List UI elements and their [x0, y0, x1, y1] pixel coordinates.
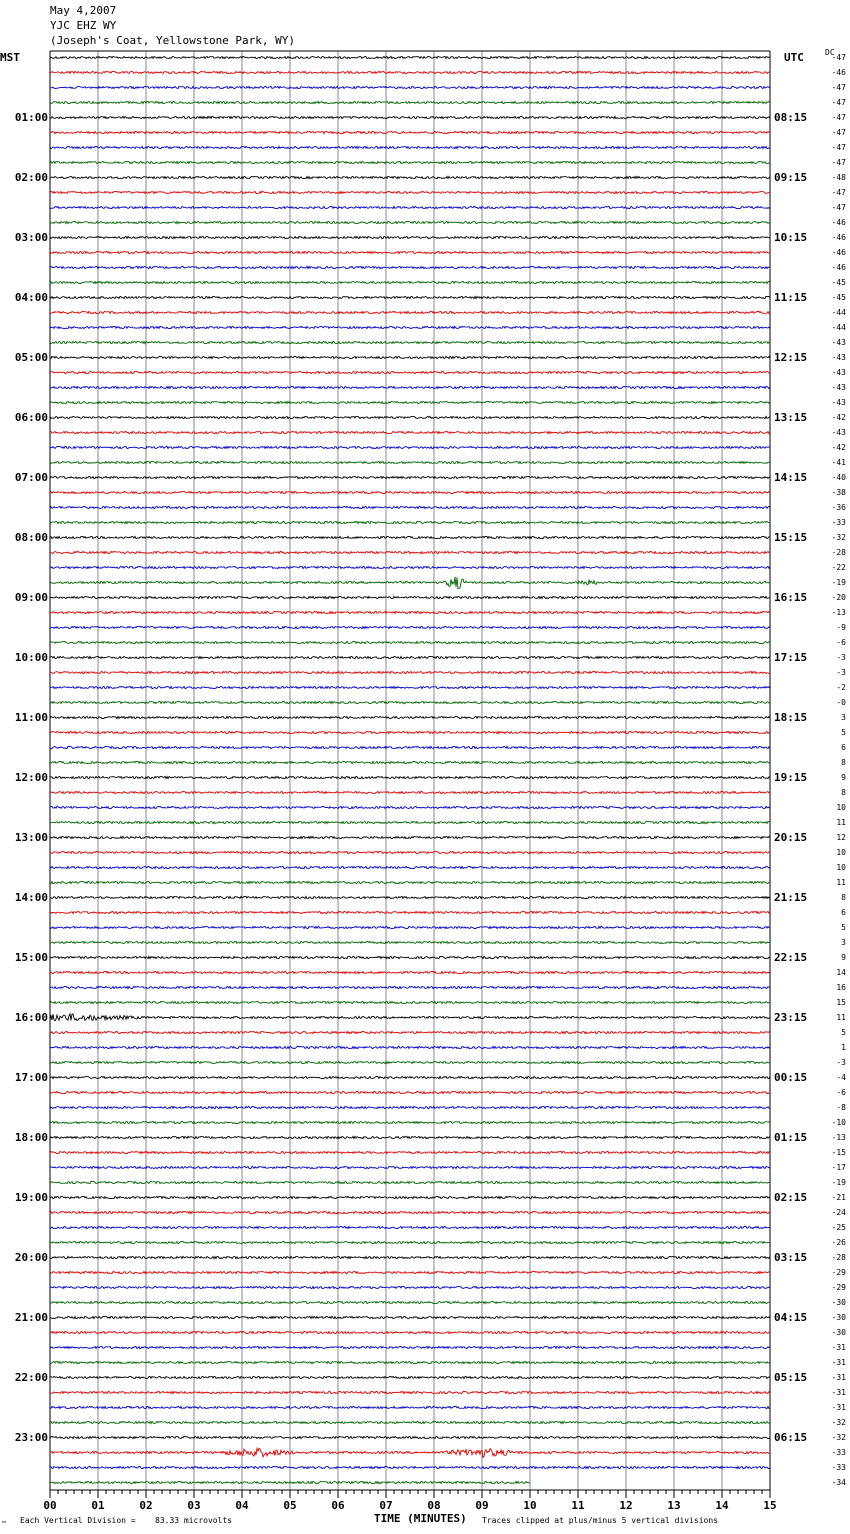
left-hour-label: 19:00 [14, 1190, 48, 1204]
trace-11 [50, 221, 770, 223]
trace-45 [50, 731, 770, 733]
dc-offset-value: -36 [831, 502, 846, 512]
right-hour-label: 12:15 [774, 350, 808, 364]
trace-17 [50, 311, 770, 313]
x-tick-label-03: 03 [187, 1499, 201, 1512]
right-hour-label: 04:15 [774, 1310, 808, 1324]
x-tick-label-09: 09 [475, 1499, 489, 1512]
trace-61 [50, 971, 770, 973]
dc-offset-value: -38 [831, 487, 846, 497]
trace-38 [50, 626, 770, 628]
trace-89 [50, 1391, 770, 1393]
dc-offset-value: -13 [831, 607, 846, 617]
right-hour-label: 06:15 [774, 1430, 808, 1444]
dc-offset-value: -42 [831, 412, 846, 422]
trace-3 [50, 101, 770, 103]
dc-offset-value: -47 [831, 142, 846, 152]
trace-44 [50, 716, 770, 718]
trace-49 [50, 791, 770, 793]
dc-offset-value: -25 [831, 1222, 846, 1232]
dc-offset-value: 11 [836, 817, 846, 827]
trace-92 [50, 1436, 770, 1438]
dc-offset-value: 5 [841, 727, 846, 737]
right-hour-label: 15:15 [774, 530, 808, 544]
dc-offset-value: 12 [836, 832, 846, 842]
right-hour-label: 17:15 [774, 650, 808, 664]
dc-offset-value: -8 [836, 1102, 846, 1112]
x-tick-label-00: 00 [43, 1499, 57, 1512]
x-tick-label-13: 13 [667, 1499, 681, 1512]
trace-36 [50, 596, 770, 598]
trace-56 [50, 896, 770, 898]
trace-57 [50, 911, 770, 913]
trace-81 [50, 1271, 770, 1273]
dc-offset-value: -31 [831, 1372, 846, 1382]
dc-offset-value: -19 [831, 577, 846, 587]
dc-offset-value: -33 [831, 1447, 846, 1457]
x-tick-label-08: 08 [427, 1499, 441, 1512]
x-tick-label-11: 11 [571, 1499, 585, 1512]
station-location: (Joseph's Coat, Yellowstone Park, WY) [50, 34, 296, 47]
left-hour-label: 22:00 [14, 1370, 48, 1384]
trace-32 [50, 536, 770, 538]
dc-offset-value: 8 [841, 892, 846, 902]
trace-4 [50, 116, 770, 118]
dc-offset-value: -34 [831, 1477, 846, 1487]
x-tick-label-01: 01 [91, 1499, 105, 1512]
dc-offset-value: 11 [836, 877, 846, 887]
dc-offset-value: -46 [831, 67, 846, 77]
dc-offset-value: -29 [831, 1267, 846, 1277]
dc-offset-value: -28 [831, 547, 846, 557]
dc-offset-value: 9 [841, 772, 846, 782]
trace-46 [50, 746, 770, 748]
dc-offset-value: -30 [831, 1327, 846, 1337]
dc-offset-value: -47 [831, 187, 846, 197]
trace-47 [50, 761, 770, 763]
x-axis-title: TIME (MINUTES) [374, 1512, 467, 1525]
trace-60 [50, 956, 770, 958]
left-hour-label: 17:00 [14, 1070, 48, 1084]
dc-offset-value: -43 [831, 367, 846, 377]
dc-offset-value: -13 [831, 1132, 846, 1142]
dc-offset-value: 3 [841, 937, 846, 947]
trace-77 [50, 1211, 770, 1213]
left-hour-label: 12:00 [14, 770, 48, 784]
right-hour-label: 22:15 [774, 950, 808, 964]
division-value: 83.33 microvolts [155, 1516, 233, 1525]
dc-offset-value: -30 [831, 1312, 846, 1322]
trace-85 [50, 1331, 770, 1333]
dc-offset-value: 8 [841, 757, 846, 767]
dc-offset-value: -45 [831, 277, 846, 287]
seismic-traces [50, 56, 770, 1483]
dc-offset-value: -47 [831, 157, 846, 167]
dc-offset-value: 10 [836, 847, 846, 857]
dc-offset-value: -6 [836, 637, 846, 647]
dc-offset-value: -4 [836, 1072, 846, 1082]
dc-offset-value: -44 [831, 322, 846, 332]
dc-offset-value: -47 [831, 112, 846, 122]
trace-58 [50, 926, 770, 928]
left-hour-label: 21:00 [14, 1310, 48, 1324]
dc-offset-value: 5 [841, 1027, 846, 1037]
dc-offset-value: -33 [831, 1462, 846, 1472]
trace-88 [50, 1376, 770, 1378]
trace-48 [50, 776, 770, 778]
dc-offset-value: -47 [831, 82, 846, 92]
trace-20 [50, 356, 770, 358]
left-hour-label: 06:00 [14, 410, 48, 424]
x-tick-label-02: 02 [139, 1499, 153, 1512]
trace-40 [50, 656, 770, 658]
trace-75 [50, 1181, 770, 1183]
dc-offset-value: 6 [841, 742, 846, 752]
mark-icon: ⑅ [2, 1518, 7, 1526]
trace-39 [50, 641, 770, 643]
dc-offset-value: -47 [831, 52, 846, 62]
left-hour-label: 13:00 [14, 830, 48, 844]
trace-7 [50, 161, 770, 163]
right-hour-label: 10:15 [774, 230, 808, 244]
left-hour-label: 10:00 [14, 650, 48, 664]
left-hour-label: 02:00 [14, 170, 48, 184]
trace-53 [50, 851, 770, 853]
left-hour-label: 14:00 [14, 890, 48, 904]
dc-offset-value: 3 [841, 712, 846, 722]
right-timezone-label: UTC [784, 51, 804, 64]
trace-25 [50, 431, 770, 433]
trace-78 [50, 1226, 770, 1228]
dc-offset-value: 1 [841, 1042, 846, 1052]
dc-offset-value: -43 [831, 427, 846, 437]
trace-31 [50, 521, 770, 523]
dc-offset-value: -46 [831, 262, 846, 272]
trace-84 [50, 1316, 770, 1318]
trace-54 [50, 866, 770, 868]
trace-10 [50, 206, 770, 208]
trace-91 [50, 1421, 770, 1423]
trace-93 [50, 1448, 770, 1457]
dc-offset-value: -22 [831, 562, 846, 572]
trace-41 [50, 671, 770, 673]
right-hour-label: 02:15 [774, 1190, 808, 1204]
dc-offset-value: -47 [831, 97, 846, 107]
dc-offset-value: -41 [831, 457, 846, 467]
dc-offset-value: -21 [831, 1192, 846, 1202]
trace-37 [50, 611, 770, 613]
dc-offset-value: -0 [836, 697, 846, 707]
trace-79 [50, 1241, 770, 1243]
dc-offset-value: 5 [841, 922, 846, 932]
left-hour-label: 16:00 [14, 1010, 48, 1024]
dc-offset-value: -32 [831, 532, 846, 542]
dc-offset-value: -46 [831, 217, 846, 227]
trace-18 [50, 326, 770, 328]
trace-80 [50, 1256, 770, 1258]
trace-23 [50, 401, 770, 403]
trace-6 [50, 146, 770, 148]
dc-offset-value: 9 [841, 952, 846, 962]
trace-0 [50, 56, 770, 58]
dc-offset-value: -2 [836, 682, 846, 692]
right-hour-label: 09:15 [774, 170, 808, 184]
left-hour-label: 11:00 [14, 710, 48, 724]
left-hour-label: 04:00 [14, 290, 48, 304]
dc-offset-value: -46 [831, 232, 846, 242]
dc-offset-value: -15 [831, 1147, 846, 1157]
trace-87 [50, 1361, 770, 1363]
dc-offset-value: -6 [836, 1087, 846, 1097]
trace-42 [50, 686, 770, 688]
trace-9 [50, 191, 770, 193]
trace-35 [50, 577, 770, 589]
trace-14 [50, 266, 770, 268]
right-hour-label: 01:15 [774, 1130, 808, 1144]
right-hour-label: 23:15 [774, 1010, 808, 1024]
dc-offset-value: -17 [831, 1162, 846, 1172]
dc-offset-header: DC [825, 48, 835, 57]
trace-16 [50, 296, 770, 298]
trace-21 [50, 371, 770, 373]
trace-28 [50, 476, 770, 478]
left-hour-label: 20:00 [14, 1250, 48, 1264]
trace-51 [50, 821, 770, 823]
trace-12 [50, 236, 770, 238]
right-hour-label: 13:15 [774, 410, 808, 424]
dc-offset-value: 10 [836, 802, 846, 812]
trace-66 [50, 1046, 770, 1048]
trace-15 [50, 281, 770, 283]
dc-offset-value: -43 [831, 397, 846, 407]
left-hour-label: 23:00 [14, 1430, 48, 1444]
trace-65 [50, 1031, 770, 1033]
dc-offset-value: -45 [831, 292, 846, 302]
trace-70 [50, 1106, 770, 1108]
dc-offset-value: -3 [836, 652, 846, 662]
x-tick-label-05: 05 [283, 1499, 297, 1512]
right-hour-label: 14:15 [774, 470, 808, 484]
dc-offset-value: -29 [831, 1282, 846, 1292]
x-axis [43, 1490, 776, 1512]
dc-offset-value: 14 [836, 967, 846, 977]
dc-offset-value: -31 [831, 1387, 846, 1397]
trace-63 [50, 1001, 770, 1003]
dc-offset-value: -47 [831, 202, 846, 212]
right-hour-label: 18:15 [774, 710, 808, 724]
x-tick-label-07: 07 [379, 1499, 393, 1512]
trace-86 [50, 1346, 770, 1348]
trace-62 [50, 986, 770, 988]
dc-offset-value: -40 [831, 472, 846, 482]
trace-22 [50, 386, 770, 388]
right-hour-label: 05:15 [774, 1370, 808, 1384]
trace-30 [50, 506, 770, 508]
trace-72 [50, 1136, 770, 1138]
dc-offset-value: -33 [831, 517, 846, 527]
station-code: YJC EHZ WY [50, 19, 117, 32]
dc-offset-value: -3 [836, 1057, 846, 1067]
left-hour-label: 08:00 [14, 530, 48, 544]
dc-offset-value: -31 [831, 1342, 846, 1352]
dc-offset-value: -3 [836, 667, 846, 677]
trace-90 [50, 1406, 770, 1408]
dc-offset-value: -42 [831, 442, 846, 452]
division-label: Each Vertical Division = [20, 1516, 136, 1525]
trace-1 [50, 71, 770, 73]
trace-19 [50, 341, 770, 343]
dc-offset-value: -47 [831, 127, 846, 137]
trace-68 [50, 1076, 770, 1078]
dc-offset-value: -31 [831, 1402, 846, 1412]
dc-offset-value: -31 [831, 1357, 846, 1367]
dc-offset-value: -43 [831, 337, 846, 347]
right-hour-label: 19:15 [774, 770, 808, 784]
dc-offset-value: 6 [841, 907, 846, 917]
left-timezone-label: MST [0, 51, 20, 64]
dc-offset-value: -46 [831, 247, 846, 257]
left-hour-label: 01:00 [14, 110, 48, 124]
right-hour-label: 20:15 [774, 830, 808, 844]
dc-offset-value: -44 [831, 307, 846, 317]
x-tick-label-14: 14 [715, 1499, 729, 1512]
x-tick-label-15: 15 [763, 1499, 777, 1512]
dc-offset-value: -9 [836, 622, 846, 632]
trace-8 [50, 176, 770, 178]
dc-offset-value: -48 [831, 172, 846, 182]
dc-offset-value: 10 [836, 862, 846, 872]
right-hour-label: 16:15 [774, 590, 808, 604]
trace-64 [50, 1014, 770, 1021]
trace-94 [50, 1466, 770, 1468]
plot-date: May 4,2007 [50, 4, 117, 17]
trace-43 [50, 701, 770, 703]
dc-offset-value: -10 [831, 1117, 846, 1127]
right-hour-label: 11:15 [774, 290, 808, 304]
left-hour-label: 18:00 [14, 1130, 48, 1144]
dc-offset-value: 8 [841, 787, 846, 797]
right-hour-label: 00:15 [774, 1070, 808, 1084]
dc-offset-value: -32 [831, 1417, 846, 1427]
dc-offset-value: -32 [831, 1432, 846, 1442]
trace-55 [50, 881, 770, 883]
right-hour-label: 03:15 [774, 1250, 808, 1264]
dc-offset-value: 15 [836, 997, 846, 1007]
trace-59 [50, 941, 770, 943]
trace-76 [50, 1196, 770, 1198]
left-hour-label: 09:00 [14, 590, 48, 604]
trace-24 [50, 416, 770, 418]
dc-offset-value: -43 [831, 352, 846, 362]
trace-13 [50, 251, 770, 253]
left-hour-label: 15:00 [14, 950, 48, 964]
trace-52 [50, 836, 770, 838]
trace-29 [50, 491, 770, 493]
trace-67 [50, 1061, 770, 1063]
dc-offset-value: -28 [831, 1252, 846, 1262]
dc-offset-value: 16 [836, 982, 846, 992]
trace-50 [50, 806, 770, 808]
dc-offset-value: -43 [831, 382, 846, 392]
right-hour-label: 21:15 [774, 890, 808, 904]
trace-27 [50, 461, 770, 463]
x-tick-label-04: 04 [235, 1499, 249, 1512]
left-hour-label: 03:00 [14, 230, 48, 244]
trace-26 [50, 446, 770, 448]
x-tick-label-12: 12 [619, 1499, 633, 1512]
dc-offset-value: 11 [836, 1012, 846, 1022]
left-hour-label: 07:00 [14, 470, 48, 484]
trace-73 [50, 1151, 770, 1153]
trace-69 [50, 1091, 770, 1093]
x-tick-label-10: 10 [523, 1499, 537, 1512]
trace-34 [50, 566, 770, 568]
trace-33 [50, 551, 770, 553]
trace-82 [50, 1286, 770, 1288]
clip-note: Traces clipped at plus/minus 5 vertical divisions [482, 1516, 719, 1525]
dc-offset-value: -20 [831, 592, 846, 602]
trace-83 [50, 1301, 770, 1303]
trace-5 [50, 131, 770, 133]
left-hour-label: 05:00 [14, 350, 48, 364]
dc-offset-value: -26 [831, 1237, 846, 1247]
dc-offset-value: -30 [831, 1297, 846, 1307]
x-tick-label-06: 06 [331, 1499, 345, 1512]
dc-offset-value: -24 [831, 1207, 846, 1217]
trace-2 [50, 86, 770, 88]
trace-74 [50, 1166, 770, 1168]
dc-offset-value: -19 [831, 1177, 846, 1187]
trace-71 [50, 1121, 770, 1123]
right-hour-label: 08:15 [774, 110, 808, 124]
